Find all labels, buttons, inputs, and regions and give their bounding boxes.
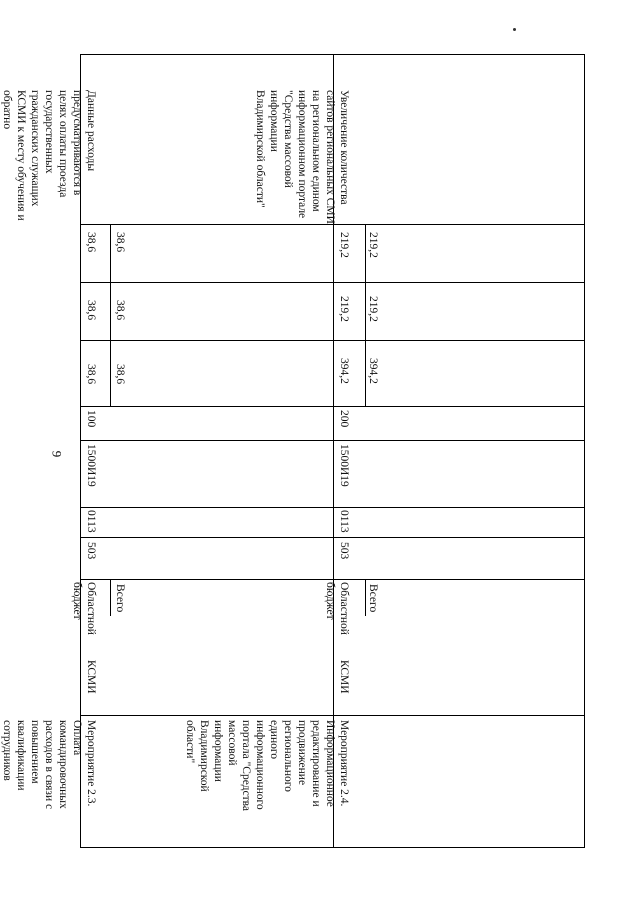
row2-rzpr: 0113 xyxy=(338,510,350,533)
scan-dot xyxy=(513,28,516,31)
row1-year1-bottom: 38,6 xyxy=(114,300,126,321)
row1-total-top: 38,6 xyxy=(85,364,97,385)
row2-event-name: Мероприятие 2.4. Информационное редактирование и продвижение регионального единого информационного портала "Средства массовой информации Владимирской области" xyxy=(184,720,350,812)
row1-source-total: Всего xyxy=(114,584,126,613)
col-divider-vr xyxy=(80,340,585,341)
row2-grbs: 503 xyxy=(338,542,350,560)
row1-result: Данные расходы предусматриваются в целях оплаты проезда государственных гражданских служащих КСМИ к месту обучения и обратно xyxy=(1,90,97,221)
col-divider-year1 xyxy=(80,224,585,225)
row1-year2-bottom: 38,6 xyxy=(114,232,126,253)
table-border-right xyxy=(584,54,585,848)
row1-year2-top: 38,6 xyxy=(85,232,97,253)
row2-total-bottom: 394,2 xyxy=(367,358,379,384)
table-border-top xyxy=(80,54,585,55)
col-divider-event xyxy=(80,715,585,716)
row2-csr: 1500И19 xyxy=(338,444,350,487)
row2-year2-bottom: 219,2 xyxy=(367,232,379,258)
row1-total-bottom: 38,6 xyxy=(114,364,126,385)
row1-sub-separator-values xyxy=(110,224,111,407)
col-divider-rzpr xyxy=(80,440,585,441)
col-divider-csr xyxy=(80,406,585,407)
row1-sub-separator-source xyxy=(110,579,111,616)
row2-result: Увеличение количества сайтов региональных СМИ на региональном едином информационном портале "Средства массовой информации Владимирской области" xyxy=(254,90,350,224)
row1-executor: КСМИ xyxy=(85,660,97,694)
col-divider-executor xyxy=(80,579,585,580)
row2-total-top: 394,2 xyxy=(338,358,350,384)
row1-source-header: Областной бюджет xyxy=(71,582,97,635)
page-number: 9 xyxy=(49,450,65,458)
row1-year1-top: 38,6 xyxy=(85,300,97,321)
row2-year1-top: 219,2 xyxy=(338,296,350,322)
row2-vr: 200 xyxy=(338,410,350,428)
col-divider-source xyxy=(80,537,585,538)
row1-vr: 100 xyxy=(85,410,97,428)
row2-executor: КСМИ xyxy=(338,660,350,694)
row1-event-name: Мероприятие 2.3. Оплата командировочных расходов в связи с повышением квалификации сотрудников xyxy=(1,720,97,810)
table-border-bottom xyxy=(80,847,585,848)
row1-rzpr: 0113 xyxy=(85,510,97,533)
col-divider-total xyxy=(80,282,585,283)
row1-csr: 1500И19 xyxy=(85,444,97,487)
col-divider-grbs xyxy=(80,507,585,508)
row2-source-header: Областной бюджет xyxy=(324,582,350,635)
row2-source-total: Всего xyxy=(367,584,379,613)
row1-grbs: 503 xyxy=(85,542,97,560)
row2-year1-bottom: 219,2 xyxy=(367,296,379,322)
row2-year2-top: 219,2 xyxy=(338,232,350,258)
